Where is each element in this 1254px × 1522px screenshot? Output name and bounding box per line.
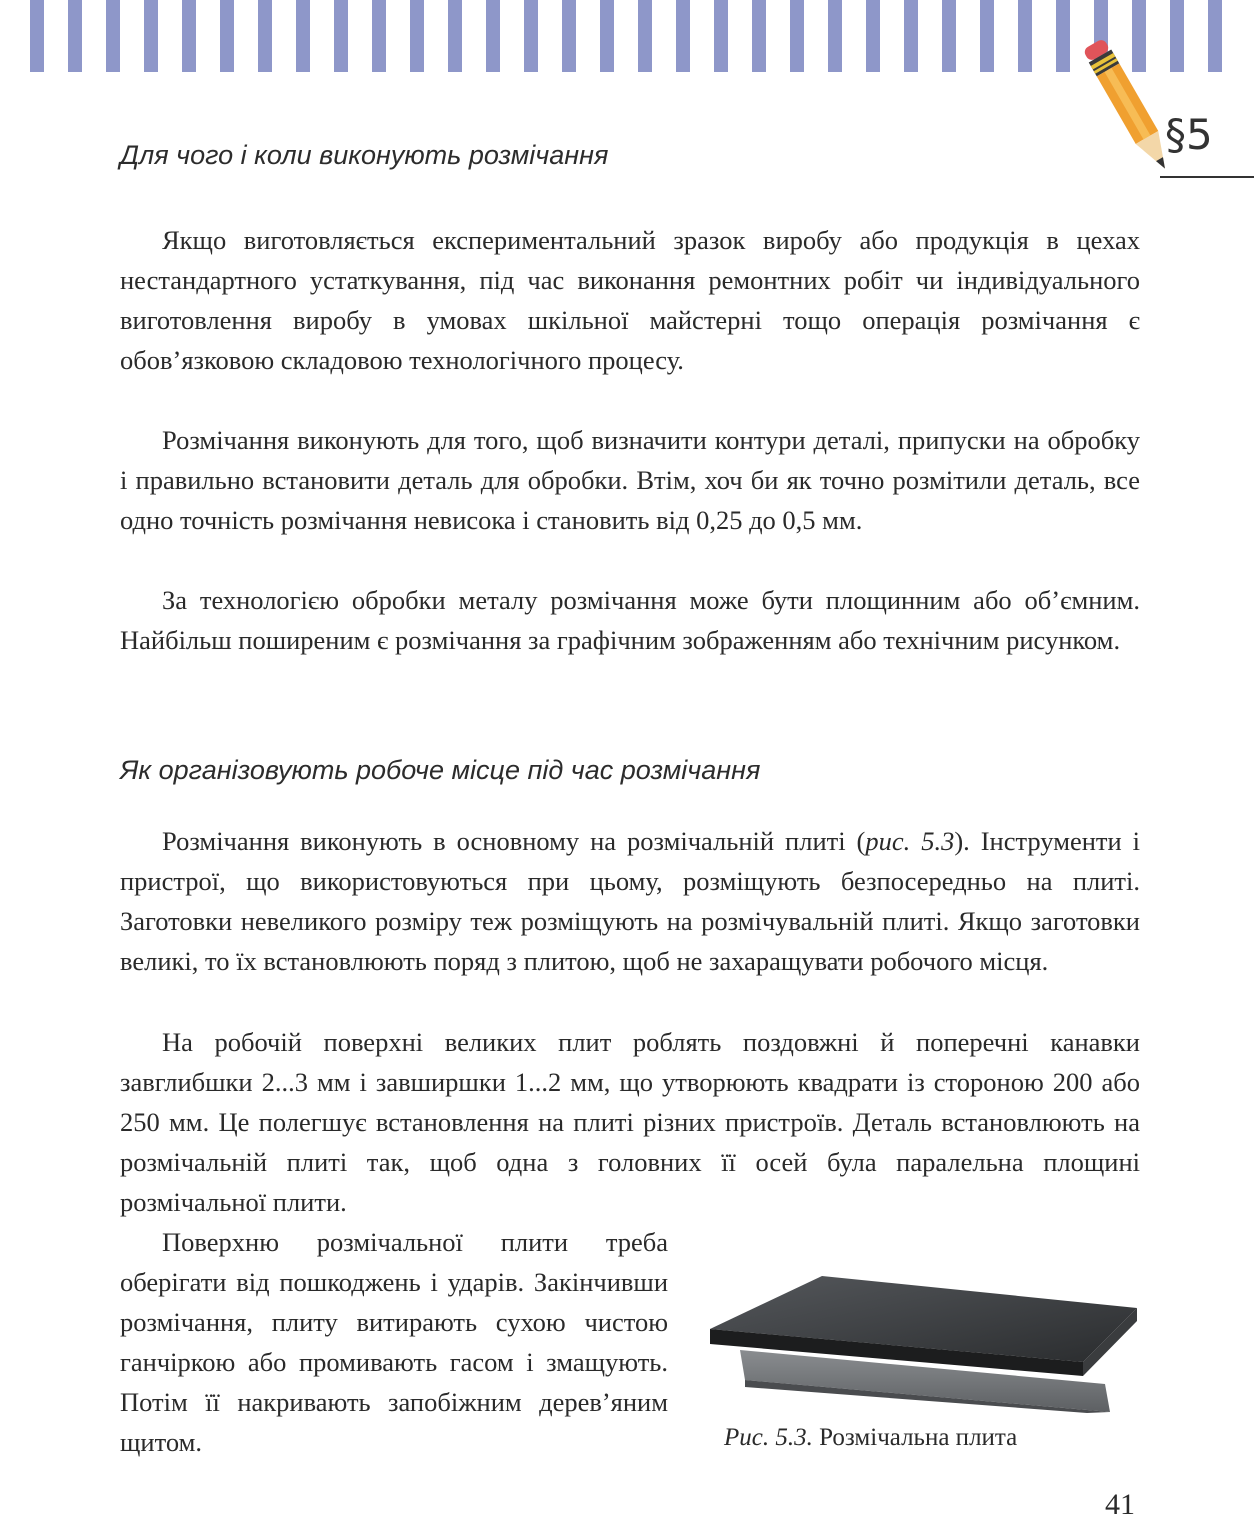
- paragraph-4: Розмічання виконують в основному на розмічальній плиті (рис. 5.3). Інструменти і пристрої, що використовуються при цьому, розміщують безпосередньо на плиті. Заготовки невеликого розміру теж розміщують на розмічувальній плиті. Якщо заготовки великі, то їх встановлюють поряд з плитою, щоб не захаращувати робочого місця.: [120, 826, 1140, 976]
- page-number: 41: [1105, 1488, 1135, 1521]
- figure-caption: [724, 1422, 1017, 1454]
- figure-caption-label: Рис. 5.3.: [724, 1424, 813, 1451]
- figure-reference: рис. 5.3: [865, 826, 955, 856]
- section-heading-1: Для чого і коли виконують розмічання: [120, 140, 609, 170]
- paragraph-1: Якщо виготовляється експериментальний зразок виробу або продукція в цехах нестандартного устаткування, під час виконання ремонтних робіт чи індивідуального виготовлення виробу в умовах шкільної майстерні тощо операція розмічання є обов’язковою складовою технологічного процесу.: [120, 225, 1140, 375]
- paragraph-3: За технологією обробки металу розмічання може бути площинним або об’ємним. Найбільш поширеним є розмічання за графічним зображенням або технічним рисунком.: [120, 585, 1140, 655]
- paragraph-5: На робочій поверхні великих плит роблять поздовжні й поперечні канавки завглибшки 2...3 мм і завширшки 1...2 мм, що утворюють квадрати із стороною 200 або 250 мм. Це полегшує встановлення на плиті різних пристроїв. Деталь встановлюють на розмічальній плиті так, щоб одна з головних її осей була паралельна площині розмічальної плити.: [120, 1027, 1140, 1217]
- corner-rule: [1160, 176, 1254, 178]
- header-stripes: [30, 0, 1224, 72]
- pencil-icon: [1080, 28, 1180, 188]
- figure-caption-text: Розмічальна плита: [812, 1424, 1018, 1451]
- section-heading-2: Як організовують робоче місце під час розмічання: [120, 755, 761, 785]
- section-number: §5: [1165, 110, 1213, 159]
- marking-plate-image: [705, 1272, 1145, 1422]
- paragraph-6: Поверхню розмічальної плити треба оберігати від пошкоджень і ударів. Закінчивши розмічання, плиту витирають сухою чистою ганчіркою або промивають гасом і змащують. Потім її накривають запобіжним дерев’яним щитом.: [120, 1227, 668, 1457]
- paragraph-2: Розмічання виконують для того, щоб визначити контури деталі, припуски на обробку і правильно встановити деталь для обробки. Втім, хоч би як точно розмітили деталь, все одно точність розмічання невисока і становить від 0,25 до 0,5 мм.: [120, 425, 1140, 535]
